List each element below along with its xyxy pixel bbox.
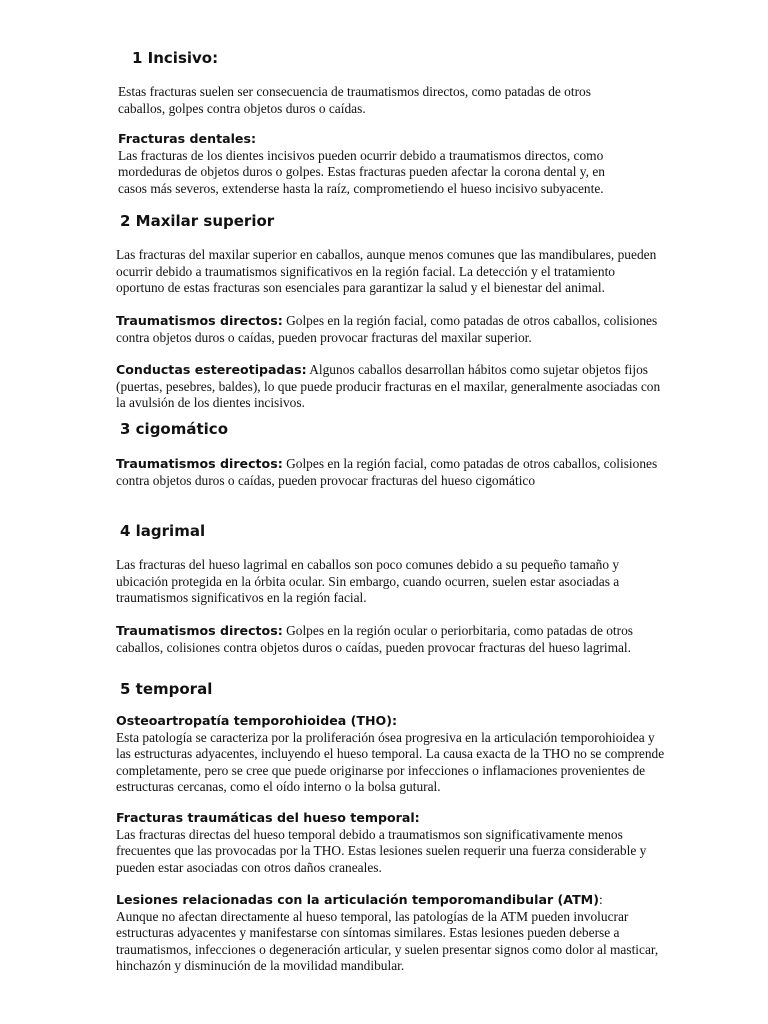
paragraph-atm — [116, 892, 724, 975]
text-line: (puertas, pesebres, baldes), lo que puede producir fracturas en el maxilar, generalmente asociadas con — [116, 378, 661, 394]
subheading-atm: Lesiones relacionadas con la articulación temporomandibular (ATM) — [116, 892, 599, 907]
text-span: Golpes en la región facial, como patadas de otros caballos, colisiones — [282, 456, 658, 471]
text-line: estructuras cercanas, como el oído interno o la bolsa gutural. — [116, 779, 441, 795]
paragraph-conductas-estereotipadas — [116, 362, 724, 412]
text-line: Estas fracturas suelen ser consecuencia de traumatismos directos, como patadas de otros — [118, 84, 591, 99]
text-span: Algunos caballos desarrollan hábitos como sujetar objetos fijos — [306, 362, 649, 377]
text-span: Golpes en la región ocular o periorbitaria, como patadas de otros — [282, 623, 634, 638]
text-line: Las fracturas de los dientes incisivos pueden ocurrir debido a traumatismos directos, como — [118, 147, 604, 163]
text-line: traumatismos significativos en la región facial. — [116, 590, 367, 606]
heading-cigomatico: 3 cigomático — [120, 420, 228, 438]
text-line: caballos, golpes contra objetos duros o caídas. — [118, 100, 366, 116]
text-line: las estructuras adyacentes, incluyendo el hueso temporal. La causa exacta de la THO no se comprende — [116, 746, 665, 762]
text-line: oportuno de estas fracturas son esenciales para garantizar la salud y el bienestar del animal. — [116, 280, 605, 296]
paragraph-maxilar-traumatismos — [116, 313, 724, 346]
text-line — [116, 313, 724, 330]
text-line: ocurrir debido a traumatismos significativos en la región facial. La detección y el tratamiento — [116, 263, 615, 279]
text-line: completamente, pero se cree que puede originarse por infecciones o inflamaciones provenientes de — [116, 762, 646, 778]
text-line: mordeduras de objetos duros o golpes. Estas fracturas pueden afectar la corona dental y, en — [118, 164, 605, 180]
subheading-tho: Osteoartropatía temporohioidea (THO): — [116, 713, 398, 728]
text-line: casos más severos, extenderse hasta la raíz, comprometiendo el hueso incisivo subyacente. — [118, 180, 604, 196]
subheading-fracturas-traumaticas: Fracturas traumáticas del hueso temporal: — [116, 810, 420, 825]
text-line: traumatismos, infecciones o degeneración articular, y suelen presentar signos como dolor al masticar, — [116, 941, 659, 957]
heading-incisivo: 1 Incisivo: — [132, 49, 219, 67]
text-line: Las fracturas directas del hueso temporal debido a traumatismos son significativamente menos — [116, 826, 623, 842]
paragraph-lagrimal-intro — [116, 557, 724, 607]
lead-traumatismos-directos: Traumatismos directos: — [116, 623, 283, 638]
text-line: frecuentes que las provocadas por la THO. Estas lesiones suelen requerir una fuerza considerable y — [116, 843, 647, 859]
text-line: caballos, colisiones contra objetos duros o caídas, pueden provocar fracturas del hueso lagrimal. — [116, 639, 631, 655]
text-line: la avulsión de los dientes incisivos. — [116, 395, 305, 411]
paragraph-tho — [116, 713, 724, 796]
text-line: pueden estar asociadas con otros daños craneales. — [116, 859, 382, 875]
text-line: Aunque no afectan directamente al hueso temporal, las patologías de la ATM pueden involucrar — [116, 908, 629, 924]
text-line — [116, 892, 724, 909]
text-span: : — [598, 892, 603, 907]
heading-temporal: 5 temporal — [120, 680, 213, 698]
text-line: ubicación protegida en la órbita ocular. Sin embargo, cuando ocurren, suelen estar asociadas a — [116, 573, 620, 589]
heading-maxilar-superior: 2 Maxilar superior — [120, 212, 275, 230]
text-line: Las fracturas del hueso lagrimal en caballos son poco comunes debido a su pequeño tamaño y — [116, 557, 620, 572]
text-line — [116, 362, 724, 379]
text-line: hinchazón y disminución de la movilidad mandibular. — [116, 958, 405, 974]
paragraph-lagrimal-traumatismos — [116, 623, 724, 656]
lead-traumatismos-directos: Traumatismos directos: — [116, 456, 283, 471]
heading-lagrimal: 4 lagrimal — [120, 522, 206, 540]
paragraph-incisivo-intro — [118, 84, 726, 117]
lead-traumatismos-directos: Traumatismos directos: — [116, 313, 283, 328]
text-span: Golpes en la región facial, como patadas de otros caballos, colisiones — [282, 313, 658, 328]
paragraph-maxilar-intro — [116, 247, 724, 297]
text-line: Las fracturas del maxilar superior en caballos, aunque menos comunes que las mandibulares, pueden — [116, 247, 657, 262]
paragraph-cigomatico-traumatismos — [116, 456, 724, 489]
paragraph-fracturas-dentales — [118, 131, 726, 197]
text-line: Esta patología se caracteriza por la proliferación ósea progresiva en la articulación temporohioidea y — [116, 729, 655, 745]
subheading-fracturas-dentales: Fracturas dentales: — [118, 131, 256, 146]
text-line: contra objetos duros o caídas, pueden provocar fracturas del hueso cigomático — [116, 472, 536, 488]
text-line — [116, 456, 724, 473]
text-line — [116, 623, 724, 640]
paragraph-fracturas-traumaticas — [116, 810, 724, 876]
text-line: contra objetos duros o caídas, pueden provocar fracturas del maxilar superior. — [116, 329, 532, 345]
text-line: estructuras adyacentes y manifestarse con síntomas similares. Estas lesiones pueden deberse a — [116, 925, 620, 941]
lead-conductas-estereotipadas: Conductas estereotipadas: — [116, 362, 307, 377]
